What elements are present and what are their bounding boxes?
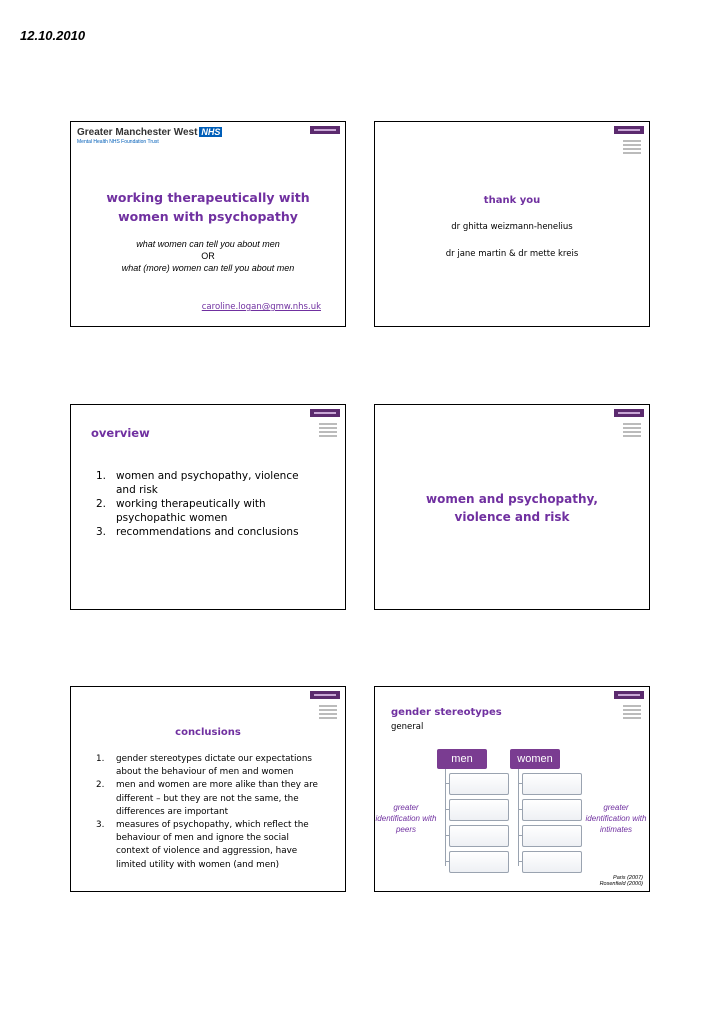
nhs-trust-logo bbox=[77, 127, 222, 145]
university-logo-icon bbox=[310, 409, 340, 417]
stereotype-box bbox=[449, 851, 509, 873]
side-logo-icon bbox=[623, 421, 641, 441]
conclusion-item: 2. men and women are more alike than they are different – but they are not the same, the differences are important bbox=[96, 780, 318, 817]
overview-item: 3. recommendations and conclusions bbox=[96, 526, 299, 538]
stereotype-box bbox=[522, 825, 582, 847]
stereotype-box bbox=[449, 799, 509, 821]
conclusion-item: 1. gender stereotypes dictate our expectations about the behaviour of men and women bbox=[96, 754, 312, 778]
slide4-title-line1: women and psychopathy, bbox=[426, 492, 598, 506]
women-label: greater identification with intimates bbox=[585, 803, 647, 834]
side-logo-icon bbox=[623, 138, 641, 158]
slide3-title: overview bbox=[91, 426, 150, 440]
university-logo-icon bbox=[310, 126, 340, 134]
slide-title bbox=[70, 121, 346, 327]
slide-thank-you bbox=[374, 121, 650, 327]
slide-gender-stereotypes bbox=[374, 686, 650, 892]
contact-email-link[interactable]: caroline.logan@gmw.nhs.uk bbox=[201, 302, 321, 312]
nhs-badge: NHS bbox=[201, 127, 221, 137]
stereotype-box bbox=[522, 851, 582, 873]
men-label: greater identification with peers bbox=[375, 803, 437, 834]
side-logo-icon bbox=[623, 703, 641, 723]
column-header-women: women bbox=[510, 749, 560, 769]
slide2-line1: dr ghitta weizmann-henelius bbox=[451, 222, 573, 232]
slide6-title: gender stereotypes bbox=[391, 707, 502, 718]
page-date: 12.10.2010 bbox=[20, 28, 86, 43]
slide1-subtitle-or: OR bbox=[201, 251, 215, 261]
slide2-line2: dr jane martin & dr mette kreis bbox=[445, 249, 579, 259]
slide2-title: thank you bbox=[483, 195, 541, 206]
org-subtitle: Mental Health NHS Foundation Trust bbox=[77, 139, 159, 145]
slide6-subtitle: general bbox=[391, 722, 424, 732]
slide4-title-line2: violence and risk bbox=[454, 510, 570, 524]
slide1-title-line2: women with psychopathy bbox=[118, 209, 298, 224]
slide1-title-line1: working therapeutically with bbox=[106, 190, 310, 205]
stereotype-box bbox=[522, 799, 582, 821]
conclusion-item: 3. measures of psychopathy, which reflect the behaviour of men and ignore the social context of violence and aggression, have limited utility with women (and men) bbox=[96, 820, 309, 870]
column-header-men: men bbox=[437, 749, 487, 769]
stereotype-box bbox=[449, 825, 509, 847]
university-logo-icon bbox=[614, 409, 644, 417]
org-name: Greater Manchester West bbox=[77, 127, 198, 138]
slide1-subtitle-line3: what (more) women can tell you about men bbox=[121, 263, 295, 273]
slide-conclusions bbox=[70, 686, 346, 892]
university-logo-icon bbox=[614, 691, 644, 699]
side-logo-icon bbox=[319, 703, 337, 723]
slide5-title: conclusions bbox=[175, 727, 241, 738]
side-logo-icon bbox=[319, 421, 337, 441]
slide-section-psychopathy bbox=[374, 404, 650, 610]
overview-item: 2. working therapeutically with psychopathic women bbox=[96, 498, 266, 524]
slide1-subtitle-line1: what women can tell you about men bbox=[136, 239, 280, 249]
university-logo-icon bbox=[310, 691, 340, 699]
stereotype-box bbox=[449, 773, 509, 795]
slide-overview bbox=[70, 404, 346, 610]
stereotype-box bbox=[522, 773, 582, 795]
overview-item: 1. women and psychopathy, violence and risk bbox=[96, 470, 299, 496]
university-logo-icon bbox=[614, 126, 644, 134]
references: Paris (2007) Rosenfield (2000) bbox=[599, 875, 643, 887]
